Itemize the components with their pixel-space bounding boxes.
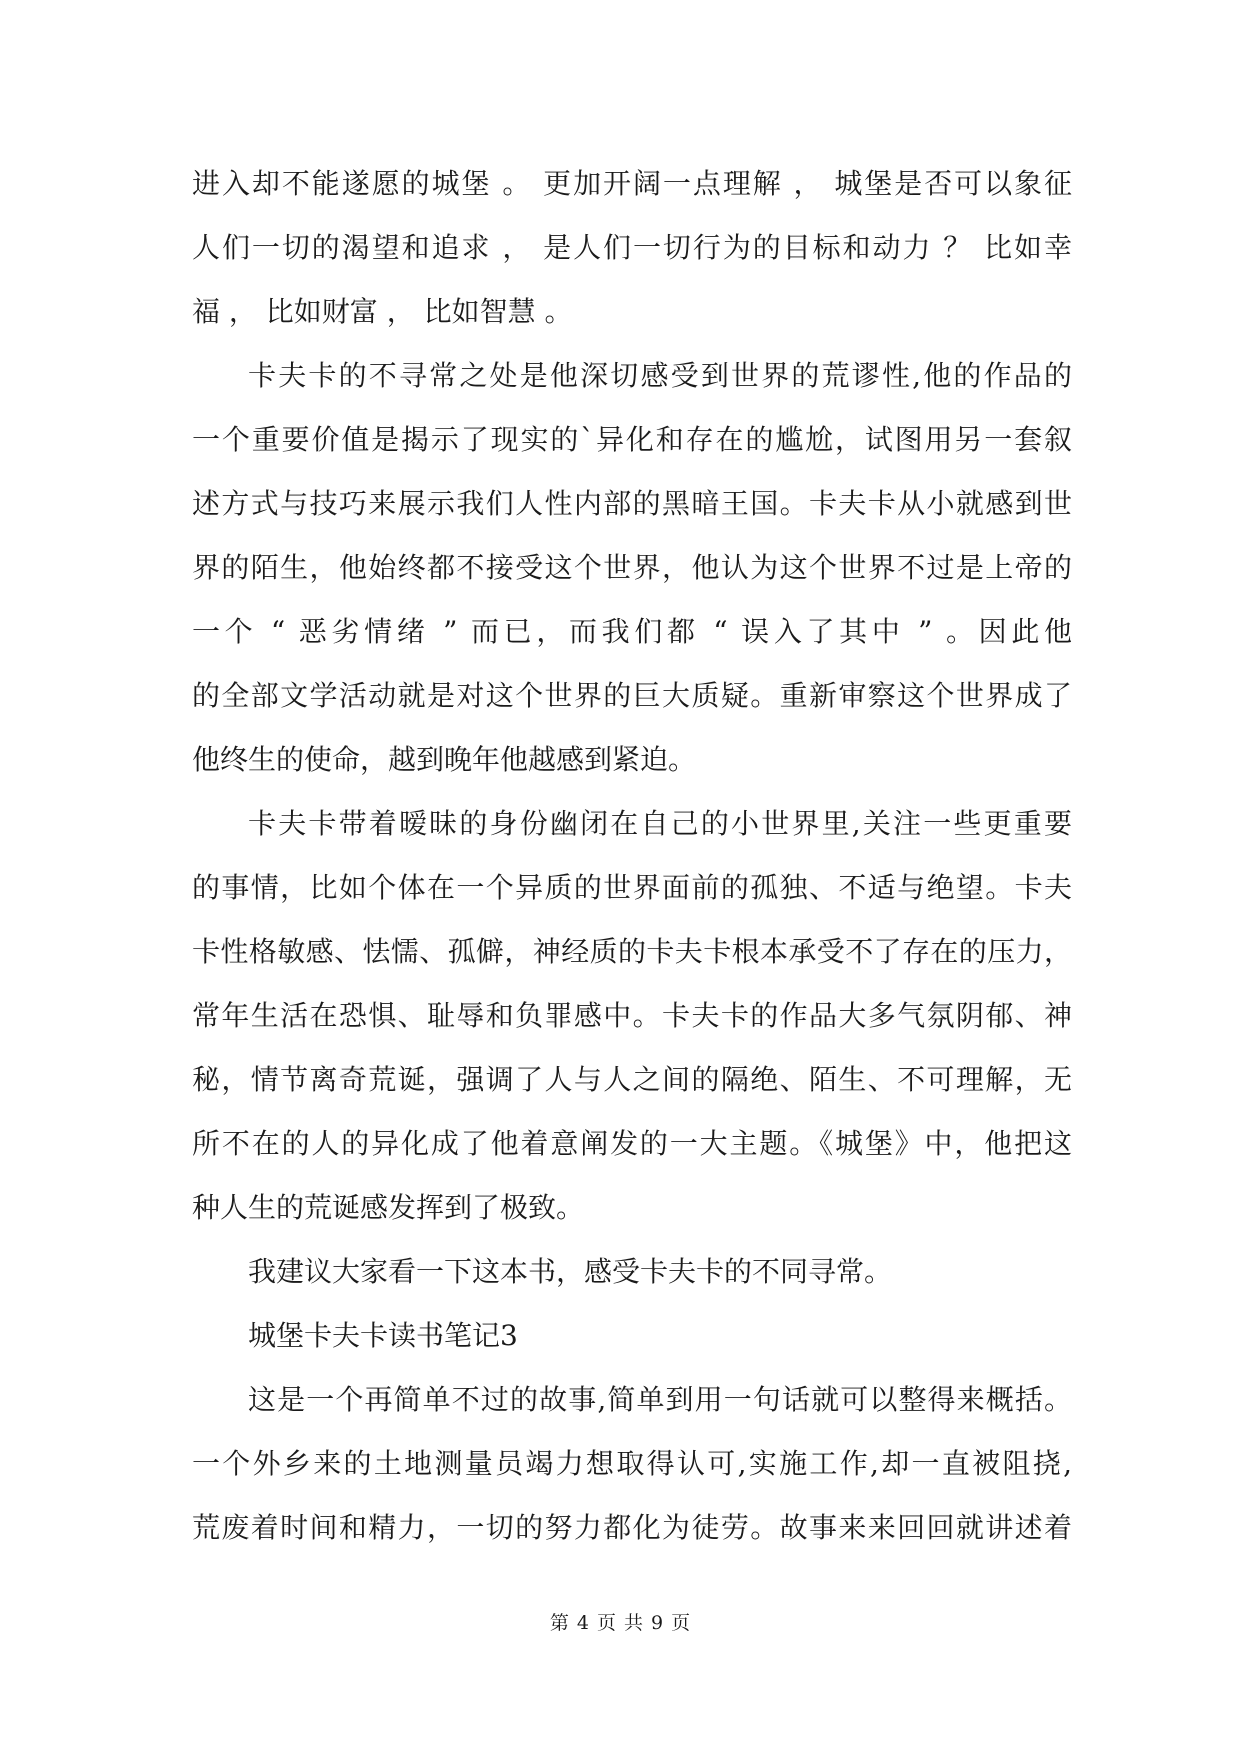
text-line: 人们一切的渴望和追求 ， 是人们一切行为的目标和动力 ？ 比如幸 <box>192 231 1072 264</box>
section-heading: 城堡卡夫卡读书笔记3 <box>248 1319 518 1352</box>
text-line: 我建议大家看一下这本书，感受卡夫卡的不同寻常。 <box>248 1255 893 1288</box>
text-line: 述方式与技巧来展示我们人性内部的黑暗王国。卡夫卡从小就感到世 <box>192 487 1072 520</box>
page-number: 第 4 页 共 9 页 <box>549 1612 692 1634</box>
text-line: 的事情，比如个体在一个异质的世界面前的孤独、不适与绝望。卡夫 <box>192 871 1072 904</box>
document-body <box>192 152 1072 1560</box>
text-line: 界的陌生，他始终都不接受这个世界，他认为这个世界不过是上帝的 <box>192 551 1072 584</box>
text-line: 卡夫卡带着暧昧的身份幽闭在自己的小世界里,关注一些更重要 <box>248 807 1072 840</box>
text-line: 福 ， 比如财富 ， 比如智慧 。 <box>192 295 573 328</box>
text-line: 进入却不能遂愿的城堡 。 更加开阔一点理解 ， 城堡是否可以象征 <box>192 167 1072 200</box>
text-line: 种人生的荒诞感发挥到了极致。 <box>192 1191 585 1224</box>
text-line: 荒废着时间和精力，一切的努力都化为徒劳。故事来来回回就讲述着 <box>192 1511 1072 1544</box>
text-line: 一个 “ 恶劣情绪 ” 而已，而我们都 “ 误入了其中 ” 。因此他 <box>192 615 1072 648</box>
text-line: 一个外乡来的土地测量员竭力想取得认可,实施工作,却一直被阻挠, <box>192 1447 1072 1480</box>
text-line: 所不在的人的异化成了他着意阐发的一大主题。《城堡》中，他把这 <box>192 1127 1072 1160</box>
text-line: 这是一个再简单不过的故事,简单到用一句话就可以整得来概括。 <box>248 1383 1072 1416</box>
text-line: 的全部文学活动就是对这个世界的巨大质疑。重新审察这个世界成了 <box>192 679 1072 712</box>
text-line: 秘，情节离奇荒诞，强调了人与人之间的隔绝、陌生、不可理解，无 <box>192 1063 1072 1096</box>
text-line: 他终生的使命，越到晚年他越感到紧迫。 <box>192 743 697 776</box>
text-line: 常年生活在恐惧、耻辱和负罪感中。卡夫卡的作品大多气氛阴郁、神 <box>192 999 1072 1032</box>
text-line: 卡夫卡的不寻常之处是他深切感受到世界的荒谬性,他的作品的 <box>248 359 1072 392</box>
text-line: 一个重要价值是揭示了现实的`异化和存在的尴尬，试图用另一套叙 <box>192 423 1072 456</box>
text-line: 卡性格敏感、怯懦、孤僻，神经质的卡夫卡根本承受不了存在的压力， <box>192 935 1072 968</box>
